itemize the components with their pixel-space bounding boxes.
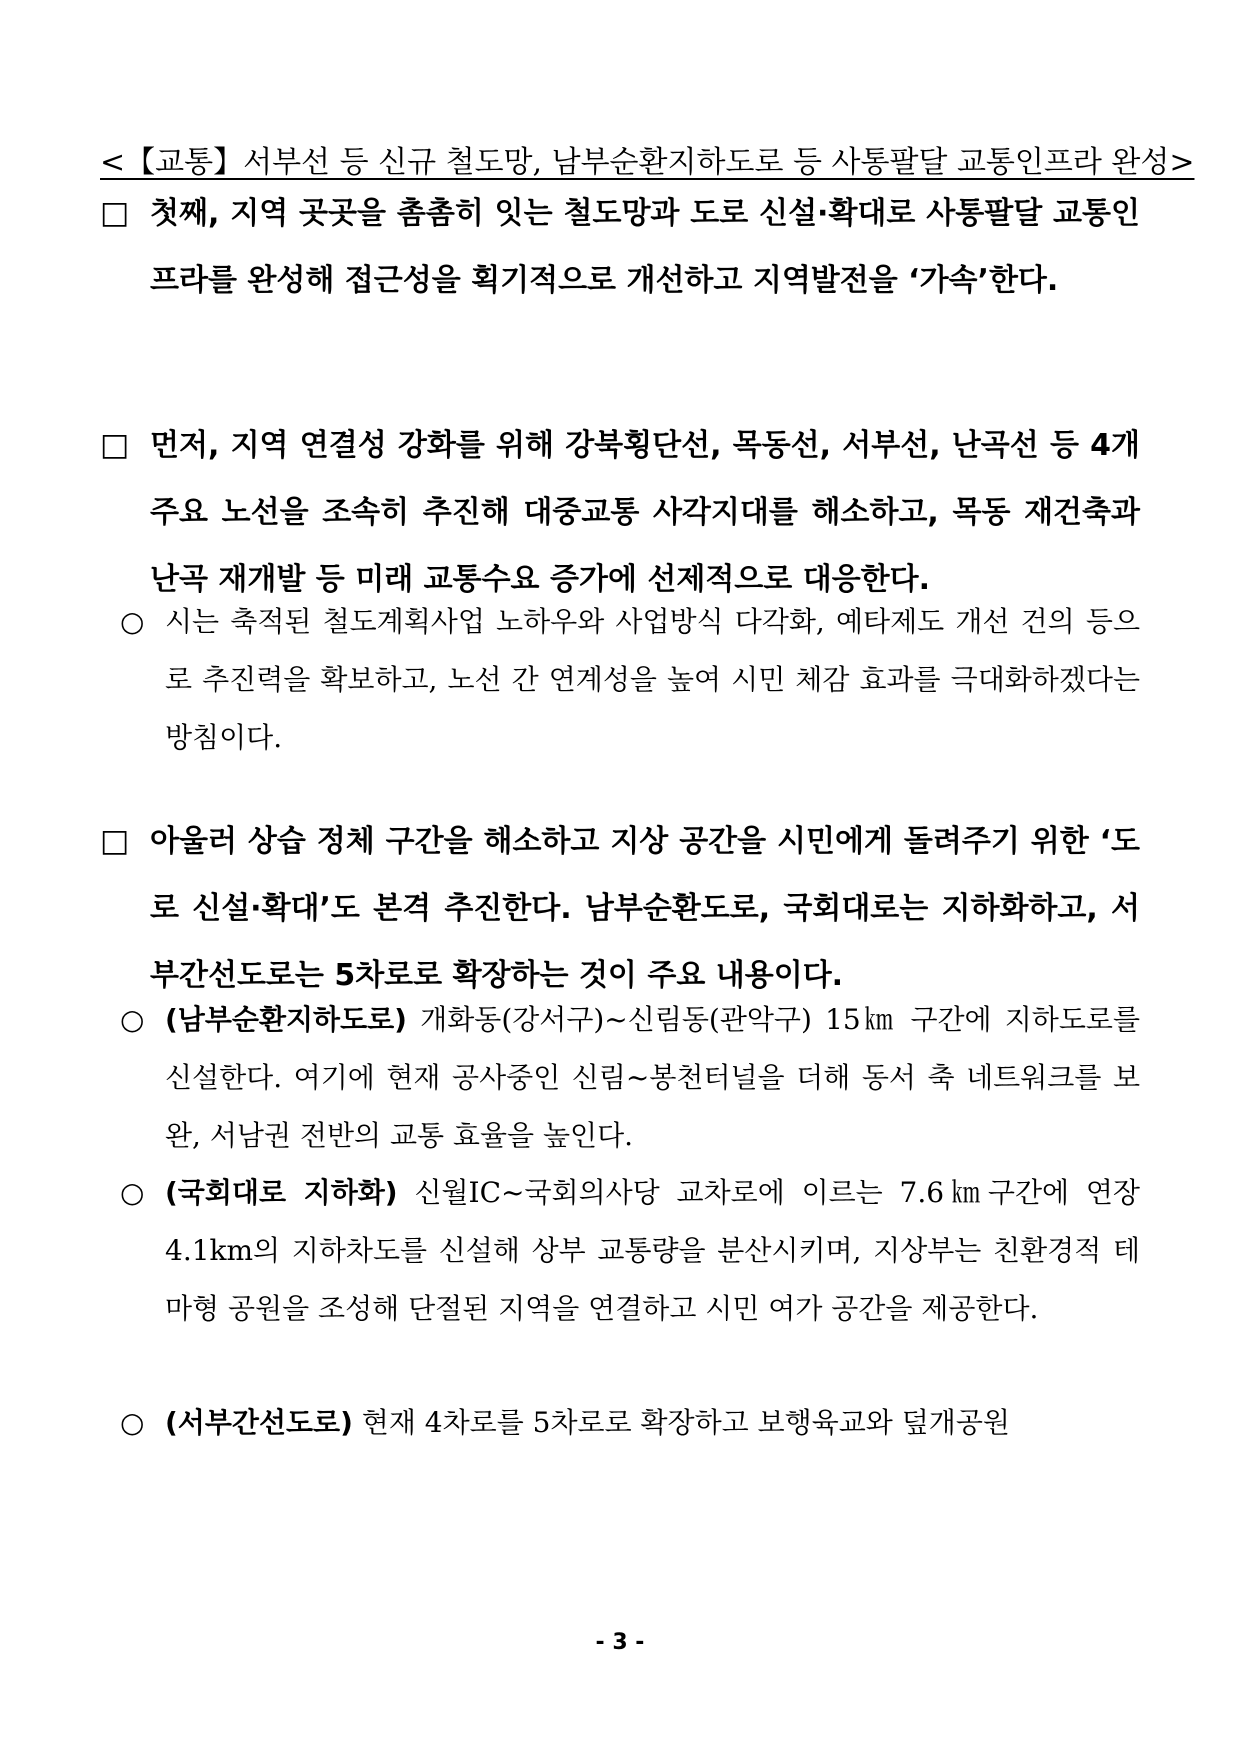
square-bullet-icon: □	[100, 427, 130, 463]
paragraph-text: 첫째, 지역 곳곳을 촘촘히 잇는 철도망과 도로 신설·확대로 사통팔달 교통인프라를 완성해 접근성을 획기적으로 개선하고 지역발전을 ‘가속’한다.	[150, 196, 1140, 298]
page-number: - 3 -	[595, 1630, 645, 1655]
sub-item-label: (국회대로 지하화)	[165, 1176, 398, 1209]
sub-item-description: 현재 4차로를 5차로로 확장하고 보행육교와 덮개공원	[361, 1406, 1010, 1439]
square-bullet-icon: □	[100, 823, 130, 859]
sub-item-text	[165, 991, 1140, 1165]
circle-bullet-icon: ○	[120, 1406, 145, 1439]
circle-bullet-icon: ○	[120, 1003, 145, 1036]
section-heading: <【교통】서부선 등 신규 철도망, 남부순환지하도로 등 사통팔달 교통인프라 완성>	[100, 145, 1195, 180]
sub-item-label: (서부간선도로)	[165, 1406, 353, 1439]
square-bullet-icon: □	[100, 195, 130, 231]
circle-bullet-icon: ○	[120, 605, 145, 638]
sub-item-text: 시는 축적된 철도계획사업 노하우와 사업방식 다각화, 예타제도 개선 건의 등으로 추진력을 확보하고, 노선 간 연계성을 높여 시민 체감 효과를 극대화하겠다는 방침이다.	[165, 605, 1140, 754]
sub-item-label: (남부순환지하도로)	[165, 1003, 407, 1036]
circle-bullet-icon: ○	[120, 1176, 145, 1209]
sub-item-description: 신월IC~국회의사당 교차로에 이르는 7.6㎞구간에 연장 4.1km의 지하차도를 신설해 상부 교통량을 분산시키며, 지상부는 친환경적 테마형 공원을 조성해 단절된 지역을 연결하고 시민 여가 공간을 제공한다.	[165, 1176, 1140, 1325]
paragraph-text: 먼저, 지역 연결성 강화를 위해 강북횡단선, 목동선, 서부선, 난곡선 등 4개 주요 노선을 조속히 추진해 대중교통 사각지대를 해소하고, 목동 재건축과 난곡 재개발 등 미래 교통수요 증가에 선제적으로 대응한다.	[150, 428, 1140, 597]
sub-item-description: 개화동(강서구)~신림동(관악구) 15㎞ 구간에 지하도로를 신설한다. 여기에 현재 공사중인 신림~봉천터널을 더해 동서 축 네트워크를 보완, 서남권 전반의 교통 효율을 높인다.	[165, 1003, 1141, 1152]
paragraph-text: 아울러 상습 정체 구간을 해소하고 지상 공간을 시민에게 돌려주기 위한 ‘도로 신설·확대’도 본격 추진한다. 남부순환도로, 국회대로는 지하화하고, 서부간선도로는 5차로로 확장하는 것이 주요 내용이다.	[150, 824, 1140, 993]
sub-item-text	[165, 1394, 1140, 1452]
sub-item-text	[165, 1164, 1140, 1338]
